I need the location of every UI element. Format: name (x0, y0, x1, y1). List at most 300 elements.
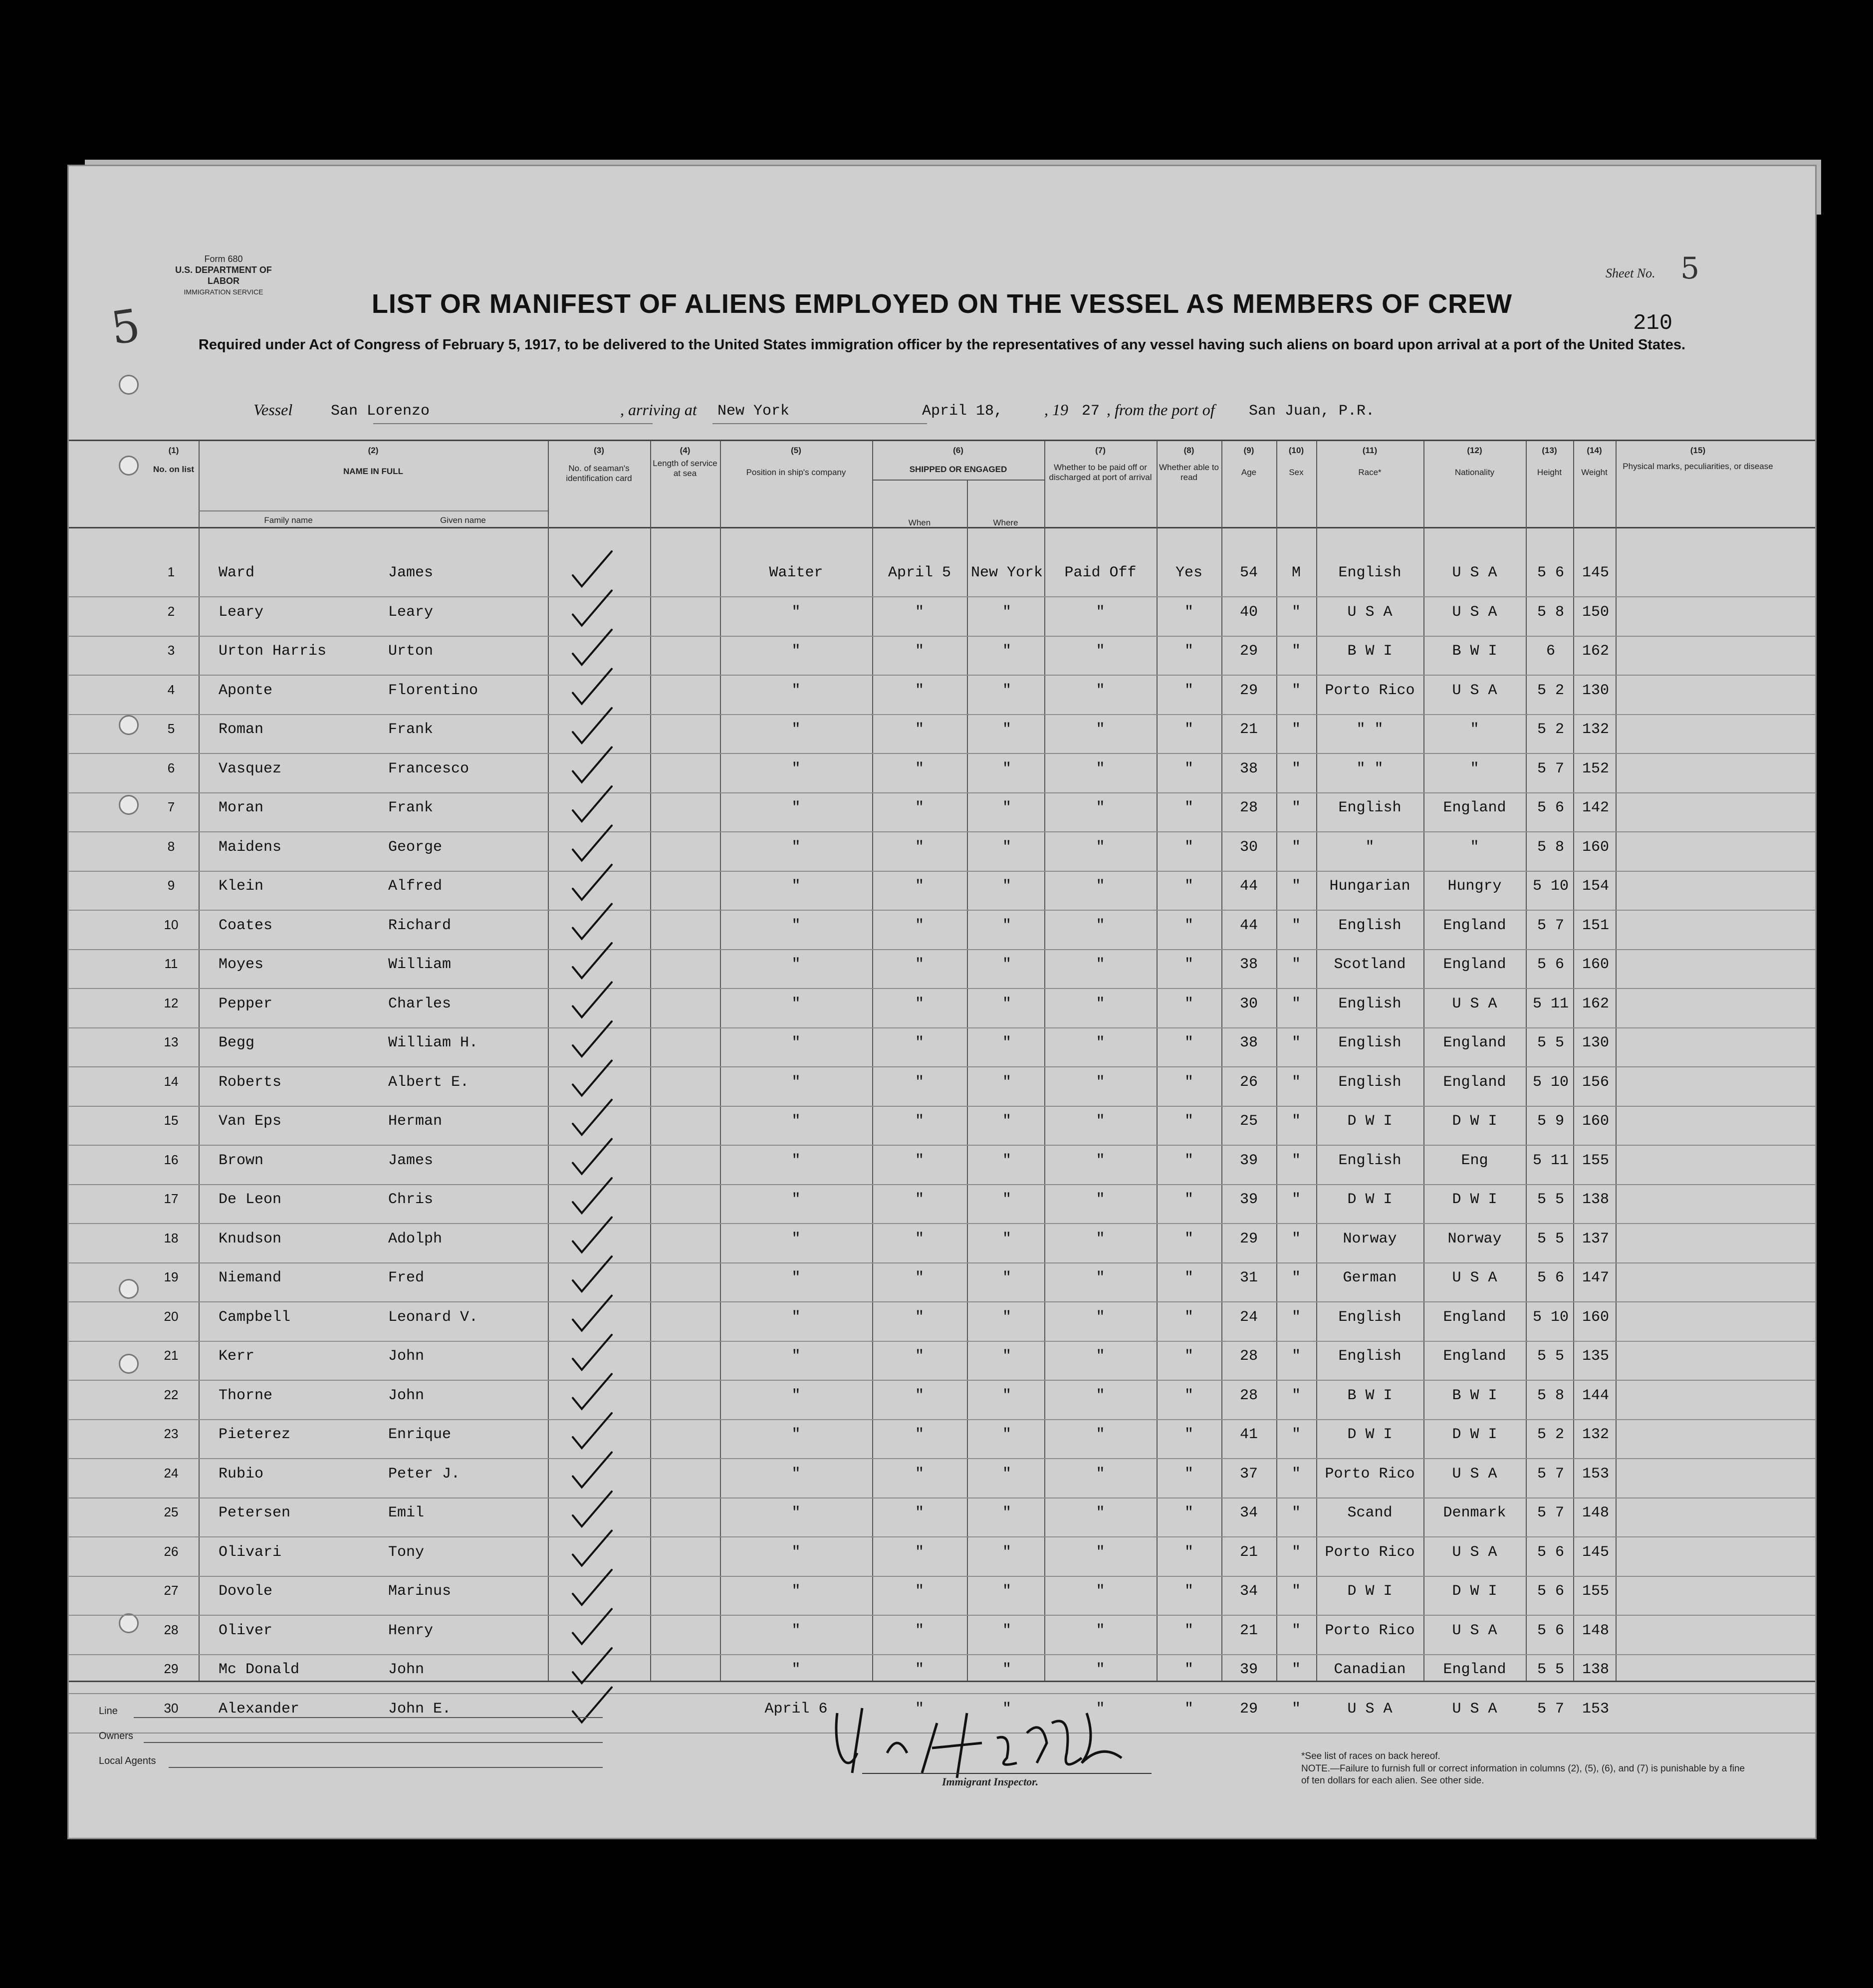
sex-cell: " (1291, 760, 1301, 777)
shipped-where-cell: " (1002, 1191, 1011, 1208)
paid-off-cell: " (1096, 721, 1105, 738)
list-number-cell: 22 (164, 1387, 179, 1402)
position-cell: " (791, 1543, 801, 1561)
shipped-when-cell: " (915, 603, 924, 621)
shipped-where-cell: " (1002, 799, 1011, 816)
paid-off-cell: " (1096, 1583, 1105, 1600)
stamp-number: 210 (1633, 311, 1673, 336)
family-name-cell: Niemand (219, 1269, 282, 1286)
able-to-read-cell: " (1184, 1073, 1193, 1091)
race-cell: " " (1356, 721, 1384, 738)
race-cell: English (1338, 1034, 1402, 1051)
shipped-where-cell: " (1002, 878, 1011, 895)
position-cell: " (791, 1230, 801, 1247)
position-cell: " (791, 1152, 801, 1169)
check-mark (573, 826, 612, 861)
sex-cell: " (1291, 1504, 1301, 1521)
manifest-title: LIST OR MANIFEST OF ALIENS EMPLOYED ON THE VESSEL AS MEMBERS OF CREW (371, 289, 1513, 319)
paid-off-cell: " (1096, 1191, 1105, 1208)
weight-cell: 153 (1582, 1700, 1609, 1718)
inspector-label: Immigrant Inspector. (942, 1775, 1039, 1788)
nationality-cell: U S A (1452, 995, 1497, 1012)
col-number: (8) (1183, 446, 1194, 455)
sex-cell: " (1291, 799, 1301, 816)
from-port: San Juan, P.R. (1249, 403, 1375, 420)
shipped-when-cell: " (915, 721, 924, 738)
paid-off-cell: " (1096, 1426, 1105, 1443)
check-mark (573, 1609, 612, 1644)
position-cell: " (791, 1465, 801, 1483)
corner-handwritten-mark: 5 (107, 299, 144, 355)
agents-underline (169, 1767, 603, 1768)
col-number: (7) (1095, 446, 1106, 455)
able-to-read-cell: " (1184, 721, 1193, 738)
col-title: Age (1241, 468, 1257, 477)
family-name-cell: Klein (219, 878, 264, 895)
check-mark (573, 1413, 612, 1448)
shipped-when-cell: " (915, 1348, 924, 1365)
given-name-cell: Henry (388, 1622, 434, 1639)
sex-cell: " (1291, 1700, 1301, 1718)
list-number-cell: 12 (164, 995, 179, 1010)
family-name-cell: Brown (219, 1152, 264, 1169)
position-cell: " (791, 1348, 801, 1365)
arriving-port: New York (717, 403, 790, 420)
sex-cell: " (1291, 995, 1301, 1012)
shipped-where-cell: " (1002, 760, 1011, 777)
given-name-cell: Chris (388, 1191, 434, 1208)
age-cell: 21 (1239, 1622, 1258, 1639)
family-name-cell: Moyes (219, 956, 264, 973)
height-cell: 5 11 (1532, 995, 1569, 1012)
nationality-cell: " (1470, 760, 1479, 777)
able-to-read-cell: " (1184, 1543, 1193, 1561)
race-cell: English (1338, 1073, 1402, 1091)
family-name-cell: Oliver (219, 1622, 273, 1639)
check-mark (573, 1296, 612, 1331)
arriving-label: , arriving at (620, 401, 697, 419)
age-cell: 38 (1239, 956, 1258, 973)
col-number: (15) (1690, 446, 1706, 455)
given-name-cell: Emil (388, 1504, 425, 1521)
paid-off-cell: " (1096, 838, 1105, 856)
able-to-read-cell: " (1184, 1387, 1193, 1404)
line-label: Line (99, 1706, 118, 1717)
sex-cell: " (1291, 1583, 1301, 1600)
family-name-cell: Maidens (219, 838, 282, 856)
shipped-where-cell: " (1002, 838, 1011, 856)
family-name-cell: Campbell (219, 1308, 291, 1326)
shipped-where-cell: " (1002, 1073, 1011, 1091)
weight-cell: 151 (1582, 917, 1609, 934)
check-mark (573, 591, 612, 626)
col-title: Height (1537, 468, 1562, 477)
arrival-year: 27 (1082, 403, 1100, 420)
nationality-cell: D W I (1452, 1113, 1497, 1130)
sex-cell: " (1291, 956, 1301, 973)
col-title: SHIPPED OR ENGAGED (909, 465, 1007, 474)
nationality-cell: U S A (1452, 564, 1497, 581)
shipped-when-cell: " (915, 1269, 924, 1286)
race-cell: Porto Rico (1325, 682, 1415, 699)
race-cell: Hungarian (1329, 878, 1410, 895)
paid-off-cell: " (1096, 799, 1105, 816)
able-to-read-cell: " (1184, 1230, 1193, 1247)
height-cell: 5 7 (1537, 1700, 1564, 1718)
sex-cell: " (1291, 1387, 1301, 1404)
check-mark (573, 1531, 612, 1566)
family-name-cell: Roberts (219, 1073, 282, 1091)
nationality-cell: D W I (1452, 1583, 1497, 1600)
shipped-when-cell: " (915, 1504, 924, 1521)
able-to-read-cell: " (1184, 1269, 1193, 1286)
check-mark (573, 1021, 612, 1056)
paid-off-cell: " (1096, 1387, 1105, 1404)
position-cell: Waiter (769, 564, 823, 581)
shipped-when-cell: " (915, 1113, 924, 1130)
family-name-cell: Mc Donald (219, 1661, 300, 1678)
able-to-read-cell: " (1184, 838, 1193, 856)
shipped-where-cell: " (1002, 1583, 1011, 1600)
paid-off-cell: " (1096, 1348, 1105, 1365)
given-name-cell: Francesco (388, 760, 469, 777)
sex-cell: " (1291, 1269, 1301, 1286)
list-number-cell: 14 (164, 1073, 179, 1089)
shipped-when-cell: " (915, 1543, 924, 1561)
race-cell: Canadian (1334, 1661, 1406, 1678)
sex-cell: " (1291, 1034, 1301, 1051)
signature-line (862, 1773, 1152, 1774)
family-name-cell: Rubio (219, 1465, 264, 1483)
shipped-where-cell: " (1002, 1426, 1011, 1443)
position-cell: " (791, 1426, 801, 1443)
check-mark (573, 1648, 612, 1683)
sheet-number: 5 (1680, 251, 1700, 286)
given-name-header: Given name (440, 515, 486, 525)
shipped-where-cell: " (1002, 1308, 1011, 1326)
list-number-cell: 6 (167, 760, 175, 775)
shipped-where-cell: " (1002, 1622, 1011, 1639)
col-number: (13) (1542, 446, 1557, 455)
paid-off-cell: " (1096, 1622, 1105, 1639)
height-cell: 5 6 (1537, 1543, 1564, 1561)
height-cell: 5 11 (1532, 1152, 1569, 1169)
able-to-read-cell: " (1184, 1191, 1193, 1208)
vessel-label: Vessel (253, 401, 293, 419)
position-cell: " (791, 1191, 801, 1208)
list-number-cell: 17 (164, 1191, 179, 1206)
given-name-cell: Marinus (388, 1583, 452, 1600)
family-name-cell: Pieterez (219, 1426, 291, 1443)
position-cell: " (791, 917, 801, 934)
col-number: (11) (1362, 446, 1378, 455)
nationality-cell: England (1443, 1073, 1506, 1091)
family-name-cell: Knudson (219, 1230, 282, 1247)
list-number-cell: 15 (164, 1113, 179, 1128)
weight-cell: 138 (1582, 1661, 1609, 1678)
weight-cell: 160 (1582, 1113, 1609, 1130)
weight-cell: 150 (1582, 603, 1609, 621)
paid-off-cell: " (1096, 1269, 1105, 1286)
sex-cell: " (1291, 1465, 1301, 1483)
sex-cell: " (1291, 838, 1301, 856)
shipped-where-cell: " (1002, 1465, 1011, 1483)
shipped-when-cell: " (915, 1073, 924, 1091)
nationality-cell: England (1443, 1308, 1506, 1326)
shipped-where-cell: " (1002, 682, 1011, 699)
height-cell: 5 6 (1537, 956, 1564, 973)
owners-underline (144, 1742, 603, 1743)
age-cell: 29 (1239, 682, 1258, 699)
age-cell: 21 (1239, 1543, 1258, 1561)
sex-cell: " (1291, 878, 1301, 895)
nationality-cell: Denmark (1443, 1504, 1506, 1521)
able-to-read-cell: " (1184, 1152, 1193, 1169)
sex-cell: " (1291, 1348, 1301, 1365)
col-number: (12) (1467, 446, 1482, 455)
given-name-cell: Tony (388, 1543, 425, 1561)
nationality-cell: B W I (1452, 643, 1497, 660)
vessel-name: San Lorenzo (331, 403, 430, 420)
list-number-cell: 5 (167, 721, 175, 736)
given-name-cell: Enrique (388, 1426, 452, 1443)
position-cell: " (791, 1661, 801, 1678)
check-mark (573, 1335, 612, 1370)
race-cell: D W I (1347, 1113, 1393, 1130)
paid-off-cell: " (1096, 1308, 1105, 1326)
shipped-when-cell: " (915, 1034, 924, 1051)
col-title: NAME IN FULL (343, 467, 403, 476)
form-number: Form 680 (204, 254, 243, 264)
able-to-read-cell: " (1184, 1113, 1193, 1130)
family-name-cell: Dovole (219, 1583, 273, 1600)
list-number-cell: 10 (164, 917, 179, 932)
check-mark (573, 669, 612, 704)
col-number: (14) (1587, 446, 1602, 455)
given-name-cell: John (388, 1661, 425, 1678)
col-title: Position in ship's company (746, 468, 846, 477)
position-cell: " (791, 1034, 801, 1051)
sex-cell: " (1291, 603, 1301, 621)
able-to-read-cell: " (1184, 1622, 1193, 1639)
given-name-cell: Leary (388, 603, 434, 621)
nationality-cell: U S A (1452, 682, 1497, 699)
nationality-cell: England (1443, 917, 1506, 934)
race-cell: U S A (1347, 1700, 1393, 1718)
sheet-number-label: Sheet No. (1606, 266, 1655, 280)
sex-cell: " (1291, 1622, 1301, 1639)
height-cell: 5 8 (1537, 838, 1564, 856)
family-name-cell: Urton Harris (219, 643, 327, 660)
paid-off-cell: " (1096, 1465, 1105, 1483)
height-cell: 5 6 (1537, 1622, 1564, 1639)
paid-off-cell: " (1096, 1504, 1105, 1521)
family-name-cell: Petersen (219, 1504, 291, 1521)
list-number-cell: 23 (164, 1426, 179, 1441)
shipped-when-cell: " (915, 1152, 924, 1169)
weight-cell: 160 (1582, 956, 1609, 973)
shipped-where-cell: " (1002, 956, 1011, 973)
able-to-read-cell: " (1184, 917, 1193, 934)
weight-cell: 147 (1582, 1269, 1609, 1286)
shipped-where-cell: " (1002, 1269, 1011, 1286)
col-number: (6) (953, 446, 963, 455)
able-to-read-cell: " (1184, 956, 1193, 973)
check-mark (573, 1374, 612, 1409)
race-cell: " " (1356, 760, 1384, 777)
weight-cell: 130 (1582, 1034, 1609, 1051)
able-to-read-cell: " (1184, 1308, 1193, 1326)
age-cell: 38 (1239, 760, 1258, 777)
shipped-where-cell: " (1002, 1113, 1011, 1130)
nationality-cell: England (1443, 1348, 1506, 1365)
able-to-read-cell: " (1184, 682, 1193, 699)
able-to-read-cell: " (1184, 1034, 1193, 1051)
weight-cell: 160 (1582, 1308, 1609, 1326)
race-cell: Scand (1347, 1504, 1393, 1521)
list-number-cell: 19 (164, 1269, 179, 1284)
list-number-cell: 25 (164, 1504, 179, 1519)
col-title: No. on list (153, 465, 195, 474)
list-number-cell: 16 (164, 1152, 179, 1167)
check-mark (573, 983, 612, 1017)
race-cell: English (1338, 799, 1402, 816)
nationality-cell: U S A (1452, 1465, 1497, 1483)
able-to-read-cell: " (1184, 995, 1193, 1012)
weight-cell: 132 (1582, 721, 1609, 738)
given-name-cell: Peter J. (388, 1465, 461, 1483)
height-cell: 5 5 (1537, 1348, 1564, 1365)
family-name-cell: Leary (219, 603, 264, 621)
check-mark (573, 1178, 612, 1213)
able-to-read-cell: " (1184, 1700, 1193, 1718)
age-cell: 44 (1239, 917, 1258, 934)
race-cell: German (1343, 1269, 1397, 1286)
paid-off-cell: " (1096, 1073, 1105, 1091)
nationality-cell: " (1470, 838, 1479, 856)
paid-off-cell: " (1096, 1543, 1105, 1561)
height-cell: 5 5 (1537, 1191, 1564, 1208)
height-cell: 5 6 (1537, 799, 1564, 816)
shipped-when-cell: " (915, 1700, 924, 1718)
family-name-cell: Alexander (219, 1700, 300, 1718)
weight-cell: 155 (1582, 1152, 1609, 1169)
sex-cell: " (1291, 917, 1301, 934)
able-to-read-cell: " (1184, 1504, 1193, 1521)
nationality-cell: U S A (1452, 1700, 1497, 1718)
able-to-read-cell: " (1184, 1583, 1193, 1600)
family-name-header: Family name (264, 515, 313, 525)
given-name-cell: Frank (388, 799, 434, 816)
list-number-cell: 8 (167, 838, 175, 854)
able-to-read-cell: " (1184, 799, 1193, 816)
paid-off-cell: " (1096, 995, 1105, 1012)
department-label: U.S. DEPARTMENT OF LABOR (175, 265, 272, 286)
age-cell: 28 (1239, 1348, 1258, 1365)
col-title: Whether to be paid off or discharged at port of arrival (1049, 463, 1152, 482)
weight-cell: 153 (1582, 1465, 1609, 1483)
requirement-text: Required under Act of Congress of February 5, 1917, to be delivered to the United States immigration officer by the representatives of any vessel having such aliens on board upon arrival at a port of the United States. (198, 337, 1686, 353)
weight-cell: 162 (1582, 995, 1609, 1012)
col-title: Whether able to read (1159, 463, 1219, 482)
position-cell: " (791, 1504, 801, 1521)
col-title: Race* (1358, 468, 1382, 477)
shipped-when-cell: April 5 (888, 564, 951, 581)
given-name-cell: John (388, 1387, 425, 1404)
sex-cell: M (1291, 564, 1301, 581)
able-to-read-cell: " (1184, 1348, 1193, 1365)
height-cell: 5 8 (1537, 1387, 1564, 1404)
race-cell: D W I (1347, 1191, 1393, 1208)
height-cell: 6 (1546, 643, 1555, 660)
paid-off-cell: " (1096, 603, 1105, 621)
year-prefix: , 19 (1044, 401, 1068, 419)
race-cell: " (1365, 838, 1375, 856)
position-cell: " (791, 1387, 801, 1404)
check-mark (573, 943, 612, 978)
weight-cell: 135 (1582, 1348, 1609, 1365)
check-mark (573, 1570, 612, 1605)
check-mark (573, 1100, 612, 1135)
able-to-read-cell: " (1184, 643, 1193, 660)
paid-off-cell: " (1096, 1661, 1105, 1678)
race-cell: Scotland (1334, 956, 1406, 973)
nationality-cell: Norway (1447, 1230, 1502, 1247)
position-cell: " (791, 878, 801, 895)
weight-cell: 132 (1582, 1426, 1609, 1443)
weight-cell: 148 (1582, 1622, 1609, 1639)
age-cell: 21 (1239, 721, 1258, 738)
col-number: (4) (680, 446, 691, 455)
paid-off-cell: " (1096, 1034, 1105, 1051)
shipped-when-cell: " (915, 917, 924, 934)
check-mark (573, 747, 612, 782)
weight-cell: 142 (1582, 799, 1609, 816)
position-cell: April 6 (764, 1700, 828, 1718)
col-number: (10) (1288, 446, 1304, 455)
weight-cell: 130 (1582, 682, 1609, 699)
shipped-where-cell: " (1002, 995, 1011, 1012)
weight-cell: 144 (1582, 1387, 1609, 1404)
nationality-cell: U S A (1452, 1269, 1497, 1286)
col-title: Weight (1581, 468, 1608, 477)
col-title: Length of service at sea (653, 459, 717, 478)
nationality-cell: D W I (1452, 1191, 1497, 1208)
shipped-when-cell: " (915, 1583, 924, 1600)
col-number: (9) (1243, 446, 1254, 455)
given-name-cell: James (388, 564, 434, 581)
paid-off-cell: " (1096, 1152, 1105, 1169)
service-label: IMMIGRATION SERVICE (184, 288, 263, 296)
height-cell: 5 2 (1537, 682, 1564, 699)
list-number-cell: 3 (167, 643, 175, 658)
age-cell: 37 (1239, 1465, 1258, 1483)
given-name-cell: Urton (388, 643, 434, 660)
list-number-cell: 13 (164, 1034, 179, 1049)
height-cell: 5 10 (1532, 1308, 1569, 1326)
list-number-cell: 18 (164, 1230, 179, 1245)
age-cell: 34 (1239, 1504, 1258, 1521)
height-cell: 5 7 (1537, 1465, 1564, 1483)
footnote-penalty: NOTE.—Failure to furnish full or correct information in columns (2), (5), (6), and (7) is punishable by a fine of ten dollars for each alien. See other side. (1301, 1763, 1745, 1786)
age-cell: 39 (1239, 1191, 1258, 1208)
check-mark (573, 865, 612, 900)
family-name-cell: Moran (219, 799, 264, 816)
shipped-where-cell: " (1002, 1387, 1011, 1404)
family-name-cell: Begg (219, 1034, 255, 1051)
position-cell: " (791, 1113, 801, 1130)
height-cell: 5 6 (1537, 1269, 1564, 1286)
